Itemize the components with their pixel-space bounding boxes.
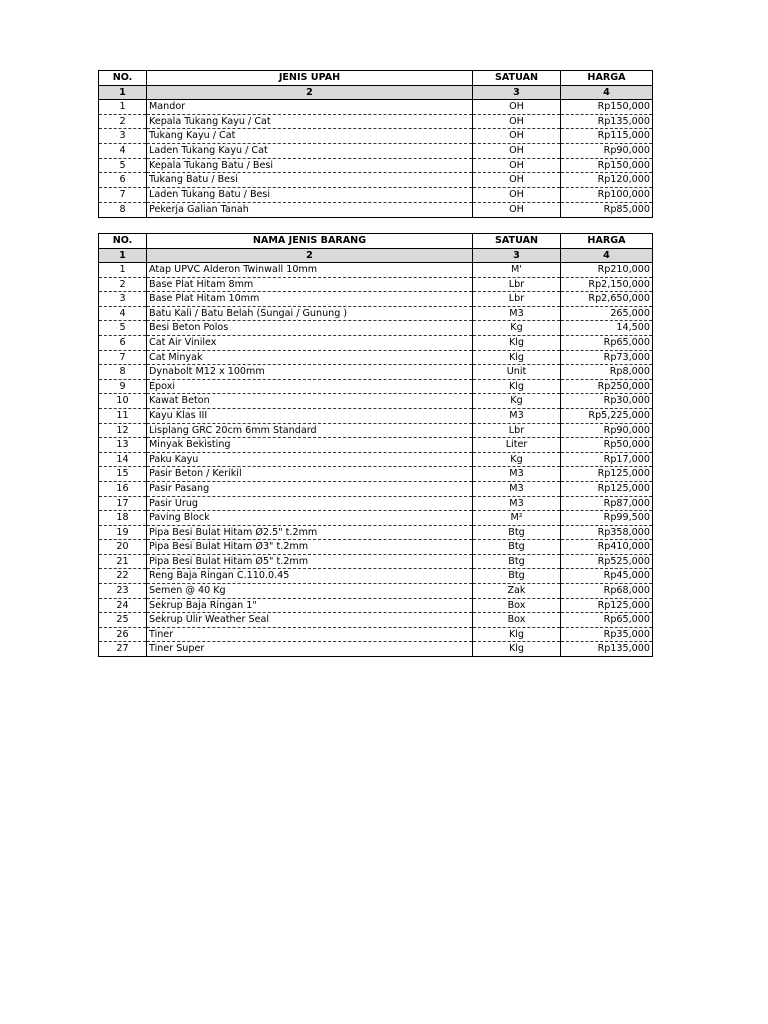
labor-rate-table [98,70,653,218]
unit-cell: Klg [473,350,561,365]
price-cell: Rp50,000 [561,438,653,453]
unit-cell: M' [473,263,561,278]
header-harga: HARGA [561,71,653,86]
table-row [99,598,653,613]
price-cell: Rp135,000 [561,114,653,129]
table-row [99,525,653,540]
column-index: 3 [473,249,561,263]
table-row [99,408,653,423]
item-name: Paku Kayu [147,452,473,467]
header-no: NO. [99,71,147,86]
unit-cell: Btg [473,540,561,555]
row-number: 7 [99,350,147,365]
row-number: 25 [99,613,147,628]
unit-cell: OH [473,173,561,188]
unit-cell: Zak [473,584,561,599]
price-cell: Rp85,000 [561,202,653,217]
price-cell: Rp525,000 [561,554,653,569]
row-number: 3 [99,129,147,144]
material-price-table [98,233,653,657]
price-cell: Rp35,000 [561,627,653,642]
table-row [99,114,653,129]
row-number: 9 [99,379,147,394]
item-name: Epoxi [147,379,473,394]
row-number: 22 [99,569,147,584]
item-name: Cat Air Vinilex [147,335,473,350]
table-row [99,627,653,642]
table-row [99,306,653,321]
row-number: 6 [99,173,147,188]
price-cell: Rp210,000 [561,263,653,278]
row-number: 14 [99,452,147,467]
unit-cell: Unit [473,365,561,380]
item-name: Pasir Pasang [147,481,473,496]
item-name: Laden Tukang Kayu / Cat [147,144,473,159]
column-index: 1 [99,249,147,263]
price-cell: Rp65,000 [561,613,653,628]
table-row [99,335,653,350]
item-name: Lisplang GRC 20cm 6mm Standard [147,423,473,438]
unit-cell: OH [473,158,561,173]
column-index: 3 [473,86,561,100]
item-name: Minyak Bekisting [147,438,473,453]
price-cell: Rp125,000 [561,481,653,496]
price-cell: Rp73,000 [561,350,653,365]
unit-cell: Kg [473,394,561,409]
row-number: 12 [99,423,147,438]
table-row [99,584,653,599]
item-name: Sekrup Ulir Weather Seal [147,613,473,628]
item-name: Pasir Urug [147,496,473,511]
unit-cell: OH [473,100,561,115]
unit-cell: Box [473,598,561,613]
row-number: 18 [99,511,147,526]
table-row [99,100,653,115]
row-number: 24 [99,598,147,613]
table-row [99,481,653,496]
item-name: Tukang Batu / Besi [147,173,473,188]
unit-cell: Lbr [473,423,561,438]
table-row [99,350,653,365]
column-index: 2 [147,249,473,263]
unit-cell: Klg [473,642,561,657]
table-row [99,467,653,482]
price-cell: Rp90,000 [561,144,653,159]
unit-cell: M3 [473,408,561,423]
table-row [99,423,653,438]
unit-cell: M² [473,511,561,526]
unit-cell: Box [473,613,561,628]
item-name: Pasir Beton / Kerikil [147,467,473,482]
item-name: Reng Baja Ringan C.110.0.45 [147,569,473,584]
row-number: 8 [99,365,147,380]
row-number: 4 [99,306,147,321]
row-number: 8 [99,202,147,217]
table-header-row [99,234,653,249]
unit-cell: Lbr [473,277,561,292]
table-row [99,613,653,628]
table-row [99,394,653,409]
price-cell: Rp17,000 [561,452,653,467]
item-name: Pekerja Galian Tanah [147,202,473,217]
table-row [99,496,653,511]
row-number: 2 [99,277,147,292]
price-cell: Rp358,000 [561,525,653,540]
table-row [99,554,653,569]
material-price-table-body [99,234,653,657]
price-cell: Rp125,000 [561,467,653,482]
unit-cell: OH [473,144,561,159]
price-cell: Rp410,000 [561,540,653,555]
price-cell: Rp115,000 [561,129,653,144]
table-row [99,144,653,159]
unit-cell: Kg [473,321,561,336]
price-cell: Rp250,000 [561,379,653,394]
row-number: 16 [99,481,147,496]
price-cell: Rp65,000 [561,335,653,350]
item-name: Tiner [147,627,473,642]
item-name: Sekrup Baja Ringan 1" [147,598,473,613]
unit-cell: Liter [473,438,561,453]
price-cell: Rp30,000 [561,394,653,409]
row-number: 3 [99,292,147,307]
price-cell: 14,500 [561,321,653,336]
price-cell: Rp45,000 [561,569,653,584]
header-satuan: SATUAN [473,71,561,86]
table-row [99,642,653,657]
unit-cell: OH [473,202,561,217]
row-number: 13 [99,438,147,453]
row-number: 23 [99,584,147,599]
table-row [99,173,653,188]
item-name: Mandor [147,100,473,115]
header-jenis-upah: JENIS UPAH [147,71,473,86]
column-index: 4 [561,86,653,100]
price-cell: Rp99,500 [561,511,653,526]
table-row [99,569,653,584]
price-cell: Rp87,000 [561,496,653,511]
unit-cell: Klg [473,379,561,394]
price-cell: Rp2,150,000 [561,277,653,292]
unit-cell: M3 [473,496,561,511]
unit-cell: OH [473,188,561,203]
unit-cell: Btg [473,525,561,540]
item-name: Kayu Klas III [147,408,473,423]
item-name: Dynabolt M12 x 100mm [147,365,473,380]
row-number: 1 [99,263,147,278]
row-number: 17 [99,496,147,511]
table-row [99,263,653,278]
price-cell: Rp68,000 [561,584,653,599]
row-number: 26 [99,627,147,642]
row-number: 6 [99,335,147,350]
table-row [99,129,653,144]
table-row [99,292,653,307]
column-index: 1 [99,86,147,100]
table-row [99,365,653,380]
item-name: Kepala Tukang Kayu / Cat [147,114,473,129]
item-name: Tiner Super [147,642,473,657]
table-row [99,188,653,203]
unit-cell: Lbr [473,292,561,307]
header-satuan: SATUAN [473,234,561,249]
row-number: 20 [99,540,147,555]
unit-cell: Klg [473,627,561,642]
unit-cell: Klg [473,335,561,350]
row-number: 15 [99,467,147,482]
table-row [99,511,653,526]
row-number: 1 [99,100,147,115]
item-name: Base Plat Hitam 8mm [147,277,473,292]
column-index: 2 [147,86,473,100]
row-number: 21 [99,554,147,569]
unit-cell: M3 [473,481,561,496]
item-name: Atap UPVC Alderon Twinwall 10mm [147,263,473,278]
table-row [99,202,653,217]
item-name: Base Plat Hitam 10mm [147,292,473,307]
price-cell: Rp150,000 [561,100,653,115]
table-row [99,379,653,394]
row-number: 2 [99,114,147,129]
column-index: 4 [561,249,653,263]
row-number: 19 [99,525,147,540]
row-number: 11 [99,408,147,423]
table-header-row [99,71,653,86]
price-cell: Rp2,650,000 [561,292,653,307]
row-number: 4 [99,144,147,159]
unit-cell: M3 [473,467,561,482]
item-name: Pipa Besi Bulat Hitam Ø5" t.2mm [147,554,473,569]
price-cell: 265,000 [561,306,653,321]
table-row [99,540,653,555]
unit-cell: M3 [473,306,561,321]
item-name: Kepala Tukang Batu / Besi [147,158,473,173]
row-number: 7 [99,188,147,203]
price-cell: Rp150,000 [561,158,653,173]
column-index-row [99,86,653,100]
header-nama-jenis-barang: NAMA JENIS BARANG [147,234,473,249]
column-index-row [99,249,653,263]
unit-cell: OH [473,129,561,144]
item-name: Paving Block [147,511,473,526]
row-number: 5 [99,158,147,173]
unit-cell: Btg [473,554,561,569]
price-cell: Rp90,000 [561,423,653,438]
labor-rate-table-body [99,71,653,218]
table-row [99,452,653,467]
item-name: Besi Beton Polos [147,321,473,336]
price-cell: Rp100,000 [561,188,653,203]
item-name: Laden Tukang Batu / Besi [147,188,473,203]
row-number: 27 [99,642,147,657]
item-name: Pipa Besi Bulat Hitam Ø2.5" t.2mm [147,525,473,540]
item-name: Tukang Kayu / Cat [147,129,473,144]
unit-cell: Btg [473,569,561,584]
item-name: Semen @ 40 Kg [147,584,473,599]
price-cell: Rp135,000 [561,642,653,657]
item-name: Kawat Beton [147,394,473,409]
header-no: NO. [99,234,147,249]
price-cell: Rp125,000 [561,598,653,613]
unit-cell: OH [473,114,561,129]
price-cell: Rp120,000 [561,173,653,188]
item-name: Pipa Besi Bulat Hitam Ø3" t.2mm [147,540,473,555]
row-number: 5 [99,321,147,336]
table-row [99,438,653,453]
item-name: Cat Minyak [147,350,473,365]
unit-cell: Kg [473,452,561,467]
table-row [99,321,653,336]
price-cell: Rp5,225,000 [561,408,653,423]
item-name: Batu Kali / Batu Belah (Sungai / Gunung ) [147,306,473,321]
header-harga: HARGA [561,234,653,249]
table-row [99,158,653,173]
table-row [99,277,653,292]
price-cell: Rp8,000 [561,365,653,380]
row-number: 10 [99,394,147,409]
